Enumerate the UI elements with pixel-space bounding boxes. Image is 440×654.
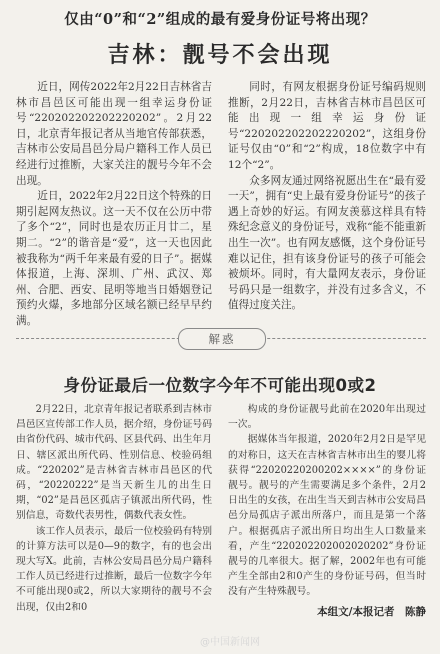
article2-left-paragraph-1: 2月22日，北京青年报记者联系到吉林市昌邑区宣传部工作人员，据介绍，身份证号码由省份代码、城市代码、区县代码、出生年月日、辖区派出所代码、性别信息、校验码组成。“220202”是吉林省吉林市昌邑区的代码，“20220222”是当天新生儿的出生日期，“02”是昌邑区孤店子镇派出所代码，性别信息，奇数代表男性，偶数代表女性。 xyxy=(16,404,212,522)
article1-left-paragraph-1: 近日，网传2022年2月22日吉林省吉林市昌邑区可能出现一组幸运身份证号“220202202202220202”。2月22日，北京青年报记者从当地官传部获悉，吉林市公安局昌邑分局户籍科工作人员已经进行过推断，大家关注的靓号今年不会出现。 xyxy=(16,81,212,187)
article2-left-paragraph-2: 该工作人员表示，最后一位校验码有特别的计算方法可以是0—9的数字，有的也会出现大写X。此前，吉林公安局昌邑分局户籍科工作人员已经进行过推断，最后一位数字今年不可能出现0或2，所以大家期待的靓号不会出现，仅由2和0 xyxy=(16,525,212,613)
sub-headline: 身份证最后一位数字今年不可能出现0或2 xyxy=(63,376,377,395)
main-headline: 吉林：靓号不会出现 xyxy=(107,43,333,68)
article2-right-paragraph-1: 构成的身份证靓号此前在2020年出现过一次。 xyxy=(228,404,426,431)
section-label-badge: 解惑 xyxy=(178,328,266,350)
article1-right-column xyxy=(228,80,426,312)
article2-right-column xyxy=(228,402,426,598)
article1-right-paragraph-2: 众多网友通过网络祝愿出生在“最有爱一天”，拥有“史上最有爱身份证号”的孩子遇上奇妙的好运。有网友羡慕这样具有特殊纪念意义的身份证号，戏称“能不能重新出生一次”。也有网友感慨，这个身份证号难以记住，担有该身份证号的孩子可能会被烦坏。同时，有大量网友表示，身份证号码只是一组数字，并没有过多含义，不值得过度关注。 xyxy=(228,174,426,312)
article1-left-column xyxy=(16,80,212,327)
article1-right-paragraph-1: 同时，有网友根据身份证号编码规则推断，2月22日，吉林省吉林市昌邑区可能出现一组幸运身份证号“220202202202220202”，这组身份证号仅由“0”和“2”构成，18位数字中有12个“2”。 xyxy=(228,81,426,171)
source-watermark: @中国新闻网 xyxy=(200,637,260,648)
article2-right-paragraph-2: 据媒体当年报道，2020年2月2日是罕见的对称日，这天在吉林省吉林市出生的婴儿将获得“22020220200202××××”的身份证靓号。靓号的产生需要满足多个条件，2月2日出生的女孩，在出生当天到吉林市公安局昌邑分局孤店子派出所落户，而且是第一个落户。根据孤店子派出所日均出生人口数量来看，产生“220202202002020202”身份证靓号的几率很大。据了解，2002年也有可能产生全部由2和0产生的身份证号码，但当时没有产生特殊靓号。 xyxy=(228,434,426,598)
kicker-question: 仅由“0”和“2”组成的最有爱身份证号将出现？ xyxy=(64,11,376,28)
article1-left-paragraph-2: 近日，2022年2月22日这个特殊的日期引起网友热议。这一天不仅在公历中带了多个“2”，同时也是农历正月廿二，星期二。“2”的谐音是“爱”，这一天也因此被我称为“两千年来最有爱的日子”。据媒体报道，上海、深圳、广州、武汉、郑州、合肥、西安、昆明等地当日婚姻登记预约火爆，多地部分区域名额已经早早约满。 xyxy=(16,190,212,327)
author-byline: 本组文/本报记者 陈静 xyxy=(317,606,426,618)
article2-left-column xyxy=(16,402,212,614)
